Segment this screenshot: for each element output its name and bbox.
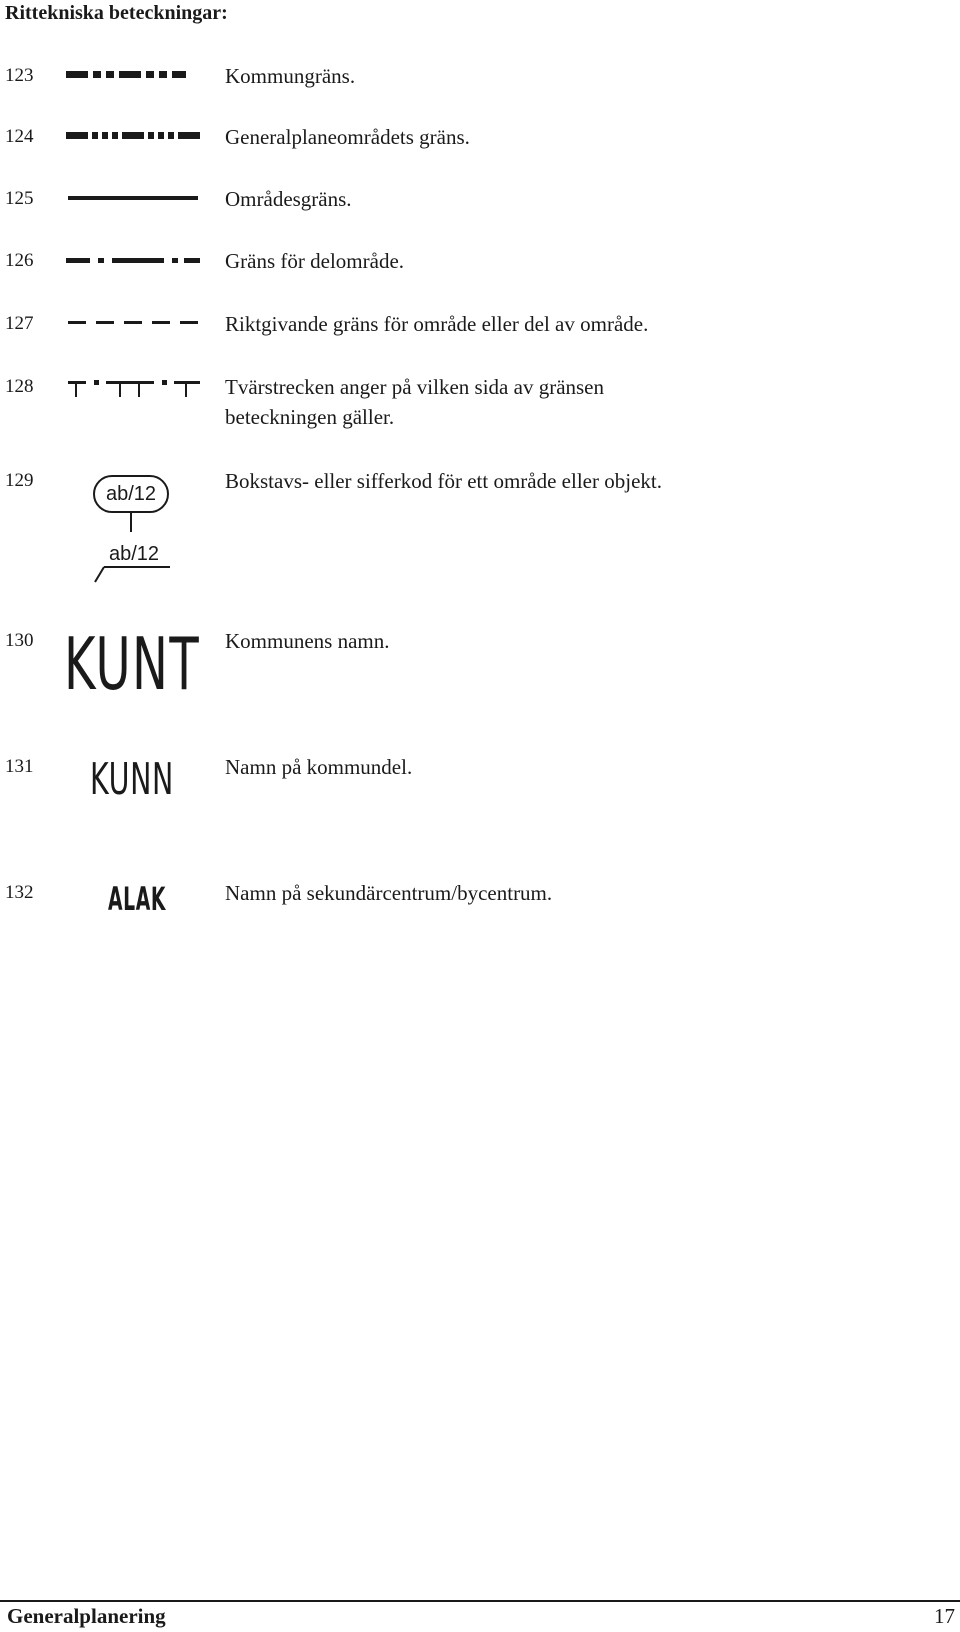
secondary-centre-name-sample: ALAK [108, 880, 166, 918]
entry-number: 124 [5, 126, 34, 147]
entry-description: Generalplaneområdets gräns. [225, 125, 470, 149]
area-boundary-symbol [68, 193, 200, 203]
entry-description: Gräns för delområde. [225, 249, 405, 273]
entry-description: Bokstavs- eller sifferkod för ett område eller objekt. [225, 469, 662, 493]
indicative-boundary-symbol [68, 318, 200, 328]
tick-side-boundary-symbol [68, 378, 202, 402]
municipal-boundary-symbol [66, 68, 186, 80]
page-heading: Rittekniska beteckningar: [5, 2, 228, 24]
entry-number: 127 [5, 313, 34, 334]
municipality-name-sample: KUNT [64, 622, 200, 706]
entry-number: 126 [5, 250, 34, 271]
entry-description: Områdesgräns. [225, 187, 352, 211]
entry-number: 132 [5, 882, 34, 903]
entry-description: Tvärstrecken anger på vilken sida av gränsen beteckningen gäller. [225, 375, 605, 429]
entry-number: 128 [5, 376, 34, 397]
footer-rule [0, 1600, 960, 1602]
entry-number: 123 [5, 65, 34, 86]
page-number: 17 [934, 1604, 955, 1628]
entry-number: 131 [5, 756, 34, 777]
entry-number: 125 [5, 188, 34, 209]
entry-description: Namn på kommundel. [225, 755, 413, 779]
code-label-circled-text: ab/12 [106, 483, 157, 505]
entry-number: 129 [5, 470, 34, 491]
general-plan-boundary-symbol [66, 129, 202, 141]
entry-description: Kommungräns. [225, 64, 356, 88]
entry-number: 130 [5, 630, 34, 651]
entry-description: Namn på sekundärcentrum/bycentrum. [225, 881, 553, 905]
code-label-leader-symbol [92, 562, 172, 584]
entry-description: Kommunens namn. [225, 629, 390, 653]
footer-title: Generalplanering [7, 1604, 166, 1628]
district-name-sample: KUNN [90, 754, 174, 805]
subarea-boundary-symbol [66, 255, 200, 267]
code-label-leader-text: ab/12 [109, 543, 160, 565]
entry-description: Riktgivande gräns för område eller del av område. [225, 312, 649, 336]
